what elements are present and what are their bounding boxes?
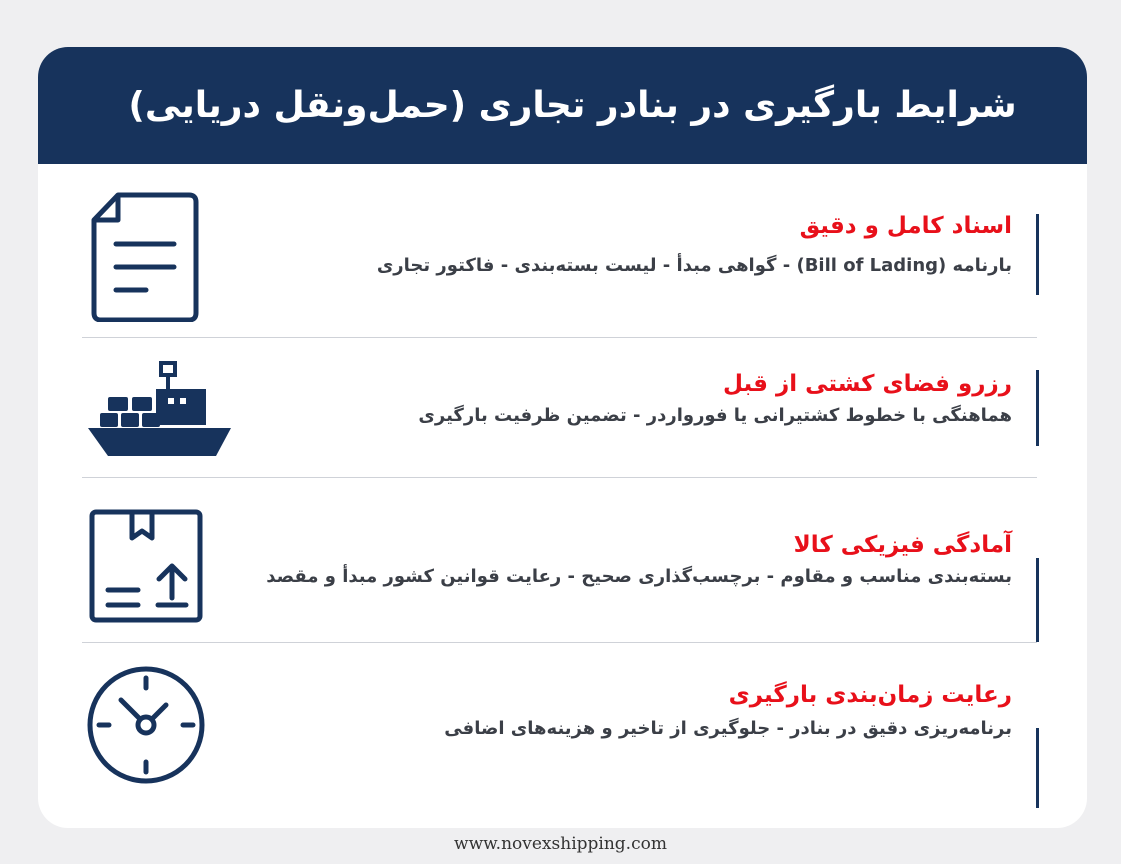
item-text xyxy=(266,532,1012,587)
accent-bar xyxy=(1036,214,1039,295)
accent-bar xyxy=(1036,370,1039,446)
list-item-ship-booking xyxy=(38,338,1087,477)
clock-icon xyxy=(86,664,210,788)
item-text xyxy=(377,213,1012,276)
info-card xyxy=(38,47,1087,828)
header-bar xyxy=(38,47,1087,164)
item-title: اسناد کامل و دقیق xyxy=(799,213,1012,239)
item-description: برنامه‌ریزی دقیق در بنادر - جلوگیری از تاخیر و هزینه‌های اضافی xyxy=(444,718,1012,739)
footer-url: www.novexshipping.com xyxy=(454,834,667,854)
package-box-icon xyxy=(86,508,206,626)
list-item-cargo-readiness xyxy=(38,478,1087,642)
item-text xyxy=(418,371,1012,426)
list-item-documents xyxy=(38,164,1087,337)
item-description: هماهنگی با خطوط کشتیرانی یا فورواردر - تضمین ظرفیت بارگیری xyxy=(418,405,1012,426)
item-title: رزرو فضای کشتی از قبل xyxy=(722,371,1012,397)
item-title: رعایت زمان‌بندی بارگیری xyxy=(728,682,1012,708)
accent-bar xyxy=(1036,728,1039,808)
cargo-ship-icon xyxy=(86,360,234,460)
accent-bar xyxy=(1036,558,1039,642)
list-item-loading-schedule xyxy=(38,643,1087,828)
item-description: بسته‌بندی مناسب و مقاوم - برچسب‌گذاری صحیح - رعایت قوانین کشور مبدأ و مقصد xyxy=(266,566,1012,587)
page-title: شرایط بارگیری در بنادر تجاری (حمل‌ونقل دریایی) xyxy=(128,85,1017,126)
item-title: آمادگی فیزیکی کالا xyxy=(793,532,1012,558)
document-icon xyxy=(86,192,206,322)
item-text xyxy=(444,682,1012,739)
item-description: بارنامه (Bill of Lading) - گواهی مبدأ - لیست بسته‌بندی - فاکتور تجاری xyxy=(376,255,1012,276)
